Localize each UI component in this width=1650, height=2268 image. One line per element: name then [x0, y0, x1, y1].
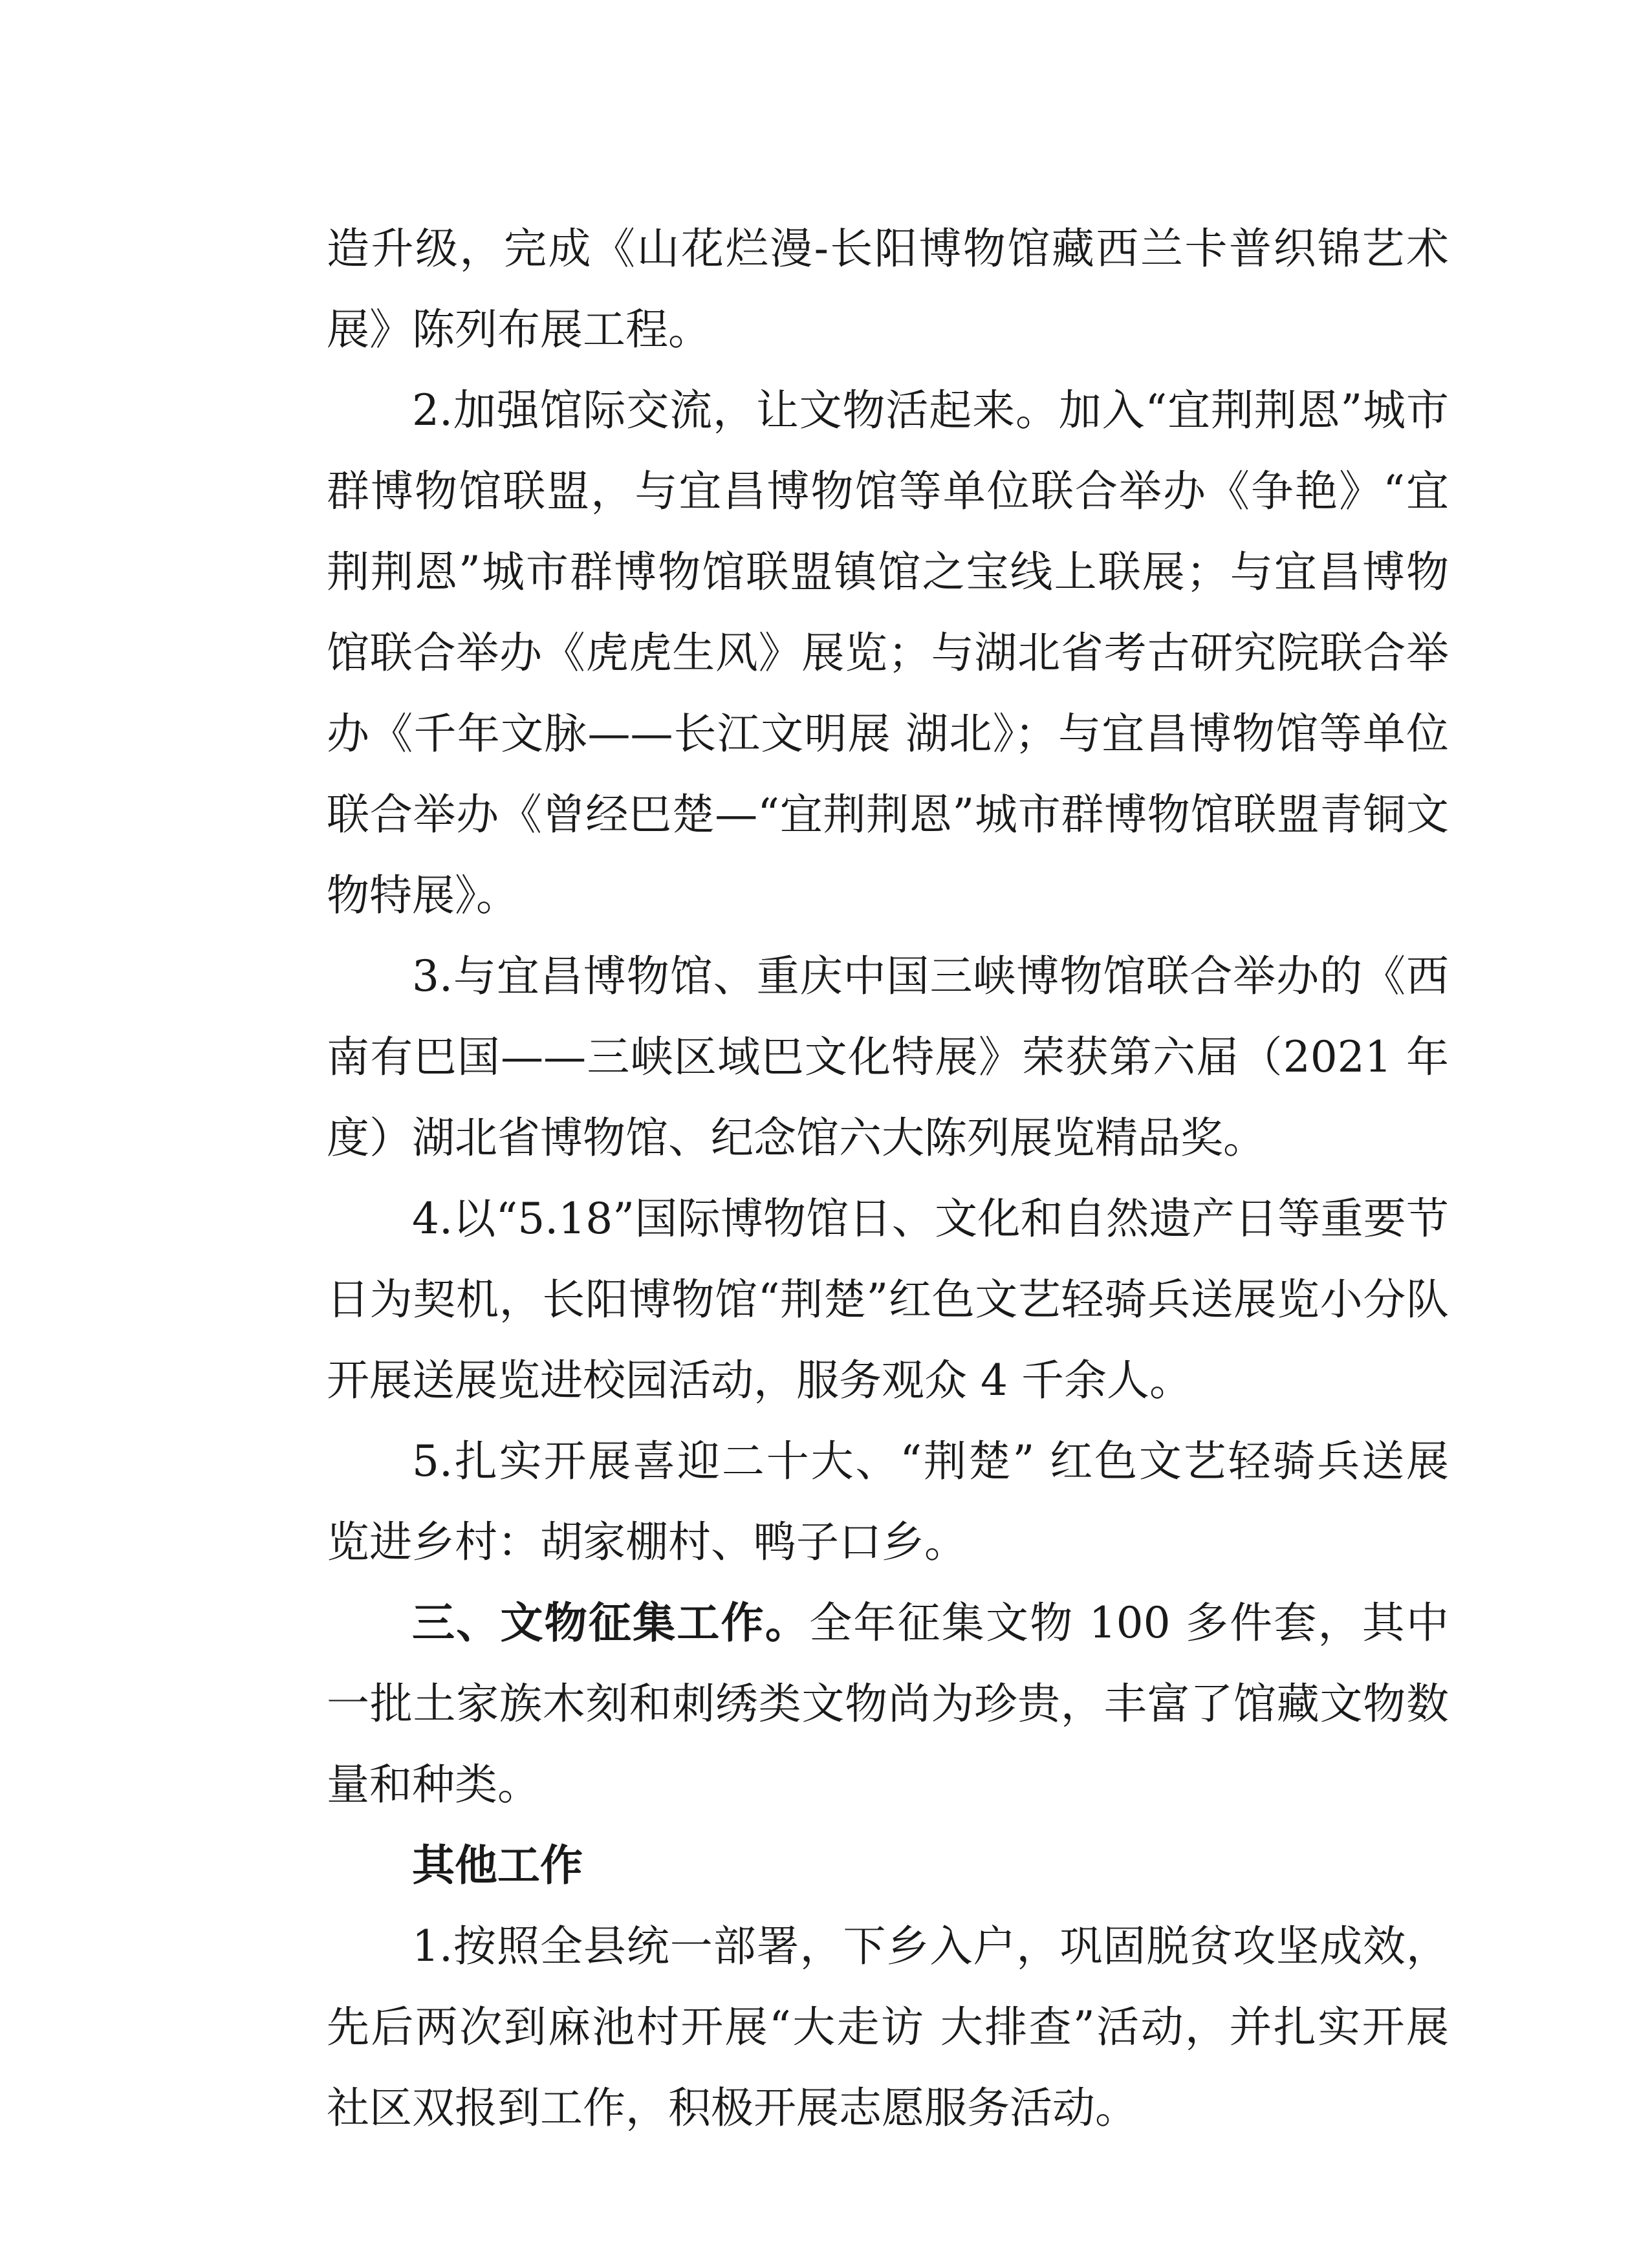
other-work-heading: 其他工作 — [412, 1841, 583, 1890]
paragraph-item-5: 5.扎实开展喜迎二十大、“荆楚” 红色文艺轻骑兵送展览进乡村：胡家棚村、鸭子口乡。 — [327, 1436, 1449, 1567]
paragraph-continuation: 造升级，完成《山花烂漫-长阳博物馆藏西兰卡普织锦艺术展》陈列布展工程。 — [327, 224, 1449, 354]
paragraph-item-3: 3.与宜昌博物馆、重庆中国三峡博物馆联合举办的《西南有巴国——三峡区域巴文化特展》荣获第六届（2021 年度）湖北省博物馆、纪念馆六大陈列展览精品奖。 — [327, 951, 1449, 1163]
other-work-item-1: 1.按照全县统一部署，下乡入户，巩固脱贫攻坚成效，先后两次到麻池村开展“大走访 大排查”活动，并扎实开展社区双报到工作，积极开展志愿服务活动。 — [327, 1921, 1449, 2133]
section-3-body: 全年征集文物 100 多件套，其中一批土家族木刻和刺绣类文物尚为珍贵，丰富了馆藏文物数量和种类。 — [327, 1598, 1449, 1809]
document-body — [327, 208, 1449, 2148]
section-3-heading: 三、文物征集工作。 — [412, 1598, 810, 1648]
section-3-paragraph — [327, 1582, 1449, 1825]
paragraph-item-2: 2.加强馆际交流，让文物活起来。加入“宜荆荆恩”城市群博物馆联盟，与宜昌博物馆等单位联合举办《争艳》“宜荆荆恩”城市群博物馆联盟镇馆之宝线上联展；与宜昌博物馆联合举办《虎虎生风》展览；与湖北省考古研究院联合举办《千年文脉——长江文明展 湖北》；与宜昌博物馆等单位联合举办《曾经巴楚—“宜荆荆恩”城市群博物馆联盟青铜文物特展》。 — [327, 385, 1449, 920]
paragraph-item-4: 4.以“5.18”国际博物馆日、文化和自然遗产日等重要节日为契机，长阳博物馆“荆楚”红色文艺轻骑兵送展览小分队开展送展览进校园活动，服务观众 4 千余人。 — [327, 1194, 1449, 1405]
